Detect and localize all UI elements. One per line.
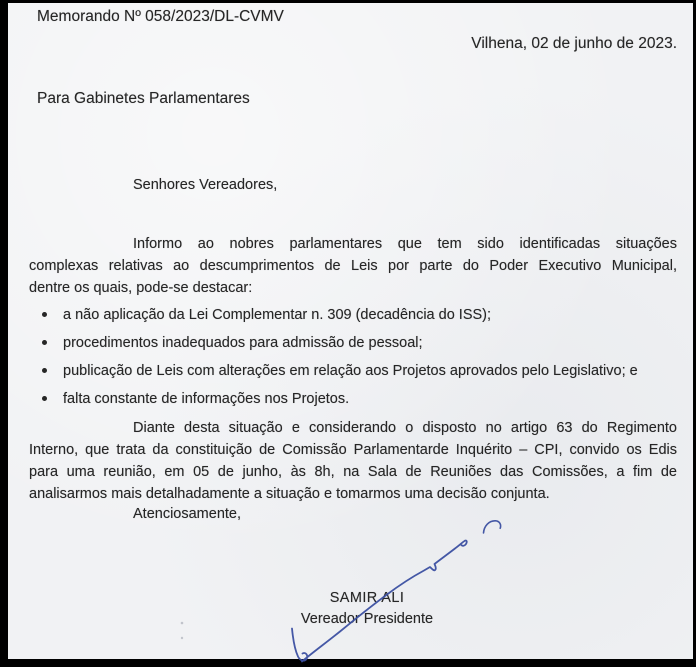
bullet-text: falta constante de informações nos Projetos. <box>63 391 350 407</box>
list-item <box>29 386 679 414</box>
signer-title: Vereador Presidente <box>300 611 434 627</box>
paragraph-1-line-3: dentre os quais, pode-se destacar: <box>29 280 253 296</box>
paragraph-1-line-2: complexas relativas ao descumprimentos de Leis por parte do Poder Executivo Municipal, <box>29 258 677 274</box>
bullet-list <box>29 302 679 414</box>
paragraph-1 <box>29 233 677 299</box>
bullet-text: publicação de Leis com alterações em relação aos Projetos aprovados pelo Legislativo; e <box>63 363 638 379</box>
paragraph-2-line-4: analisarmos mais detalhadamente a situação e tomarmos uma decisão conjunta. <box>29 486 550 502</box>
paragraph-2-line-1: Diante desta situação e considerando o disposto no artigo 63 do Regimento <box>133 420 677 436</box>
recipient-line: Para Gabinetes Parlamentares <box>37 90 250 107</box>
paragraph-2-line-2: Interno, que trata da constituição de Comissão Parlamentarde Inquérito – CPI, convido os Edis <box>29 442 677 458</box>
list-item <box>29 358 679 386</box>
bullet-icon <box>42 312 47 317</box>
memo-number: Memorando Nº 058/2023/DL-CVMV <box>37 8 284 25</box>
paragraph-1-line-1: Informo ao nobres parlamentares que tem sido identificadas situações <box>133 236 677 252</box>
date-line: Vilhena, 02 de junho de 2023. <box>471 35 677 52</box>
list-item <box>29 330 679 358</box>
bullet-text: procedimentos inadequados para admissão de pessoal; <box>63 335 423 351</box>
closing-line: Atenciosamente, <box>133 506 242 522</box>
list-item <box>29 302 679 330</box>
paragraph-2 <box>29 417 677 505</box>
bullet-icon <box>42 396 47 401</box>
signer-name: SAMIR ALI <box>329 590 405 606</box>
salutation: Senhores Vereadores, <box>133 177 278 193</box>
paragraph-2-line-3: para uma reunião, em 05 de junho, às 8h, na Sala de Reuniões das Comissões, a fim de <box>29 464 677 480</box>
bullet-icon <box>42 368 47 373</box>
bullet-icon <box>42 340 47 345</box>
bullet-text: a não aplicação da Lei Complementar n. 309 (decadência do ISS); <box>63 307 492 323</box>
